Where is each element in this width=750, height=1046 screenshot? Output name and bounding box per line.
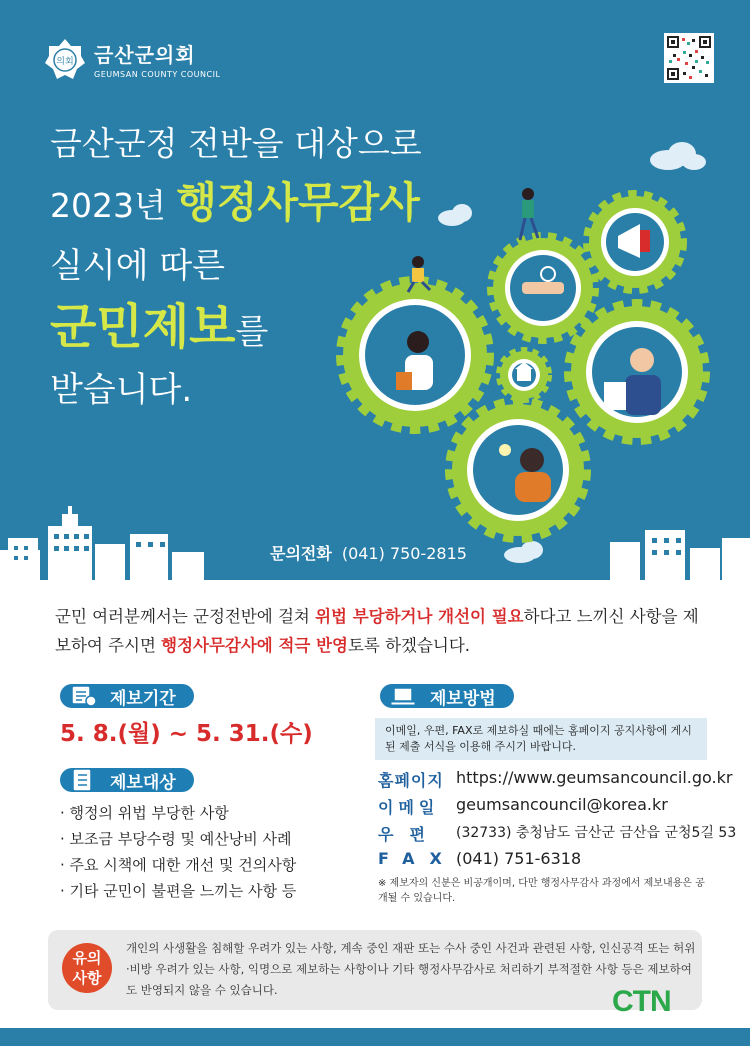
caution-badge-line2: 사항: [72, 969, 102, 987]
checklist-icon: [70, 766, 98, 794]
email-link[interactable]: geumsancouncil@korea.kr: [456, 795, 668, 814]
target-item: · 행정의 위법 부당한 사항: [60, 804, 229, 822]
caution-badge-line1: 유의: [72, 949, 102, 967]
method-key: 홈페이지: [378, 771, 444, 790]
period-value: 5. 8.(월) ~ 5. 31.(수): [60, 721, 313, 747]
fax-number: (041) 751-6318: [456, 849, 582, 868]
method-row-homepage: [378, 768, 732, 791]
target-item: · 기타 군민이 불편을 느끼는 사항 등: [60, 882, 297, 900]
gear-right-icon: [571, 306, 703, 438]
bottom-bar: [0, 1028, 750, 1046]
person-walking-icon: [520, 188, 538, 240]
intro-highlight-1: 위법 부당하거나 개선이 필요: [315, 607, 524, 626]
intro-text-3: 토록 하겠습니다.: [347, 636, 471, 655]
intro-highlight-2: 행정사무감사에 적극 반영: [161, 636, 348, 655]
method-footnote: ※ 제보자의 신분은 비공개이며, 다만 행정사무감사 과정에서 제보내용은 공개될 수 있습니다.: [378, 878, 705, 904]
emblem-text: 의회: [56, 57, 74, 67]
method-title: 제보방법: [430, 688, 496, 709]
headline-particle: 를: [235, 312, 269, 352]
gear-megaphone-icon: [589, 196, 681, 288]
mail-address: (32733) 충청남도 금산군 금산읍 군청5길 53: [456, 825, 737, 841]
headline-line5: 받습니다.: [50, 370, 193, 410]
intro-paragraph: [55, 602, 705, 660]
intro-text-2: 하다고 느끼신 사항을 제보하여 주시면: [55, 607, 699, 655]
intro-text-1: 군민 여러분께서는 군정전반에 걸쳐: [55, 607, 316, 626]
homepage-link[interactable]: https://www.geumsancouncil.go.kr: [456, 768, 733, 787]
contact-phone: [270, 541, 467, 564]
laptop-icon: [390, 682, 418, 710]
method-note: 이메일, 우편, FAX로 제보하실 때에는 홈페이지 공지사항에 게시된 제출 서식을 이용해 주시기 바랍니다.: [375, 718, 707, 760]
headline-line3: 실시에 따른: [50, 246, 226, 286]
target-item: · 보조금 부당수령 및 예산낭비 사례: [60, 830, 292, 848]
org-name: 금산군의회: [94, 43, 196, 67]
contact-label: 문의전화: [270, 544, 332, 563]
target-item: · 주요 시책에 대한 개선 및 건의사항: [60, 856, 297, 874]
targets-title: 제보대상: [110, 772, 176, 793]
targets-heading: [60, 768, 194, 792]
headline-year: 2023년: [50, 186, 177, 225]
headline-audit: 행정사무감사: [176, 178, 420, 227]
method-heading: [380, 684, 514, 708]
method-row-fax: [378, 849, 581, 868]
period-title: 제보기간: [110, 688, 176, 709]
caution-text: 개인의 사생활을 침해할 우려가 있는 사항, 계속 중인 재판 또는 수사 중인 사건과 관련된 사항, 인신공격 또는 허위·비방 우려가 있는 사항, 익명으로 제보하는 사항이나 기타 행정사무감사로 처리하기 부적절한 사항 등은 제보하여도 반영되지 않을 수 있습니다.: [126, 941, 696, 997]
method-row-email: [378, 795, 668, 818]
contact-number[interactable]: (041) 750-2815: [341, 544, 467, 563]
method-key: FAX: [378, 849, 457, 868]
headline-report: 군민제보: [50, 299, 236, 355]
headline-line1: 금산군정 전반을 대상으로: [50, 124, 422, 163]
caution-box: [48, 930, 702, 1010]
calendar-icon: [70, 682, 98, 710]
targets-list: [60, 800, 296, 904]
org-name-en: GEUMSAN COUNTY COUNCIL: [94, 70, 221, 79]
caution-badge: [62, 943, 112, 993]
method-key: 우편: [378, 825, 441, 844]
city-skyline-icon: [0, 500, 750, 580]
ctn-logo: CTN: [612, 985, 671, 1018]
method-row-mail: [378, 822, 736, 845]
method-key: 이메일: [378, 798, 440, 817]
period-heading: [60, 684, 194, 708]
